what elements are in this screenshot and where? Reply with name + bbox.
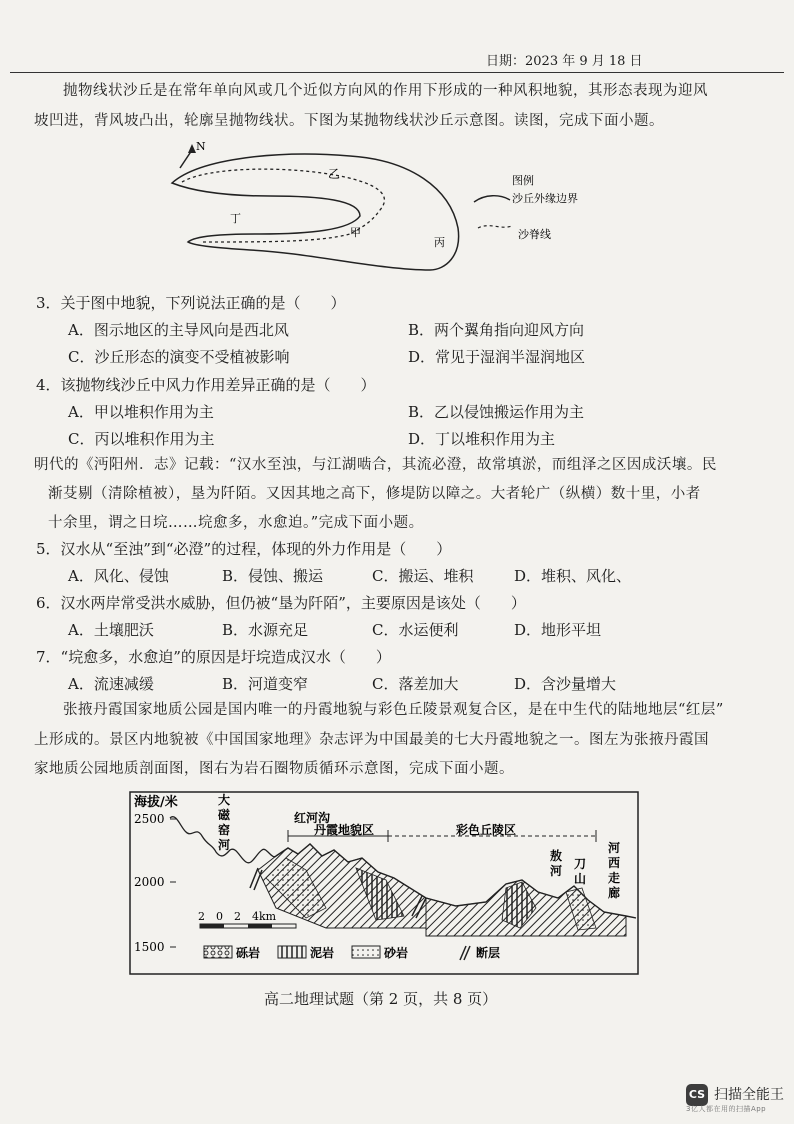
q5-option-a[interactable]: A．风化、侵蚀 — [68, 567, 169, 585]
header-rule — [10, 72, 784, 73]
y-axis-label: 海拔/米 — [134, 795, 178, 810]
q3-option-c[interactable]: C．沙丘形态的演变不受植被影响 — [68, 348, 290, 366]
camscanner-tagline: 3亿人都在用的扫描App — [686, 1105, 767, 1113]
hanshui-intro-line-3: 十余里，谓之日垸……垸愈多，水愈迫。”完成下面小题。 — [48, 515, 424, 531]
danxia-intro-line-2: 上形成的。景区内地貌被《中国国家地理》杂志评为中国最美的七大丹霞地貌之一。图左为张掖丹霞国 — [34, 732, 709, 748]
legend-title: 图例 — [512, 174, 534, 187]
q4-option-d[interactable]: D．丁以堆积作用为主 — [408, 430, 556, 448]
exam-date: 日期：2023 年 9 月 18 日 — [486, 54, 643, 69]
label-daoshan-1: 刀 — [574, 857, 587, 871]
geological-profile-diagram — [126, 788, 644, 980]
map-scale-label: 2 0 2 4km — [198, 910, 277, 923]
question-5-stem: 5．汉水从“至浊”到“必澄”的过程，体现的外力作用是（ ） — [36, 540, 452, 558]
hanshui-intro-line-1: 明代的《沔阳州．志》记载：“汉水至浊，与江湖啮合，其流必澄，故常填淤，而组泽之区因成沃壤。民 — [34, 457, 717, 473]
label-bing: 丙 — [434, 236, 445, 249]
north-arrow — [180, 140, 206, 168]
hanshui-intro-line-2: 渐芟剔（清除植被），垦为阡陌。又因其地之高下，修堤防以障之。大者轮广（纵横）数十里，小者 — [48, 486, 701, 502]
label-aohe-2: 河 — [550, 864, 563, 878]
camscanner-watermark: 扫描全能王 — [714, 1087, 784, 1103]
q5-option-d[interactable]: D．堆积、风化、 — [514, 567, 632, 585]
label-honghegou: 红河沟 — [294, 811, 331, 825]
dune-legend — [474, 173, 578, 241]
q4-option-c[interactable]: C．丙以堆积作用为主 — [68, 430, 215, 448]
profile-legend — [204, 945, 500, 960]
label-hexi-2: 西 — [608, 856, 621, 870]
question-6-stem: 6．汉水两岸常受洪水威胁，但仍被“垦为阡陌”，主要原因是该处（ ） — [36, 594, 526, 612]
q5-option-b[interactable]: B．侵蚀、搬运 — [222, 567, 324, 585]
danxia-intro-line-3: 家地质公园地质剖面图，图右为岩石圈物质循环示意图，完成下面小题。 — [34, 761, 514, 777]
legend-conglomerate: 砾岩 — [236, 946, 261, 960]
label-hexi-3: 走 — [608, 871, 621, 885]
q6-option-c[interactable]: C．水运便利 — [372, 621, 459, 639]
question-3-stem: 3．关于图中地貌，下列说法正确的是（ ） — [36, 294, 346, 312]
q4-option-a[interactable]: A．甲以堆积作用为主 — [68, 403, 214, 421]
dune-intro-line-2: 坡凹进，背风坡凸出，轮廓呈抛物线状。下图为某抛物线状沙丘示意图。读图，完成下面小题。 — [34, 113, 664, 129]
dune-outer-edge — [172, 154, 459, 270]
label-hexi-4: 廊 — [608, 886, 621, 900]
q7-option-b[interactable]: B．河道变窄 — [222, 675, 309, 693]
label-daoshan-2: 山 — [574, 872, 587, 886]
label-hexi-1: 河 — [608, 841, 621, 855]
dune-intro-line-1: 抛物线状沙丘是在常年单向风或几个近似方向风的作用下形成的一种风积地貌，其形态表现为迎风 — [63, 83, 708, 99]
q7-option-d[interactable]: D．含沙量增大 — [514, 675, 617, 693]
q5-option-c[interactable]: C．搬运、堆积 — [372, 567, 474, 585]
label-ding: 丁 — [230, 212, 241, 225]
legend-ridge-label: 沙脊线 — [518, 228, 551, 241]
label-danxia-zone: 丹霞地貌区 — [314, 823, 375, 837]
question-4-stem: 4．该抛物线沙丘中风力作用差异正确的是（ ） — [36, 376, 376, 394]
danxia-intro-line-1: 张掖丹霞国家地质公园是国内唯一的丹霞地貌与彩色丘陵景观复合区，是在中生代的陆地地层“红层” — [63, 702, 724, 718]
q3-option-b[interactable]: B．两个翼角指向迎风方向 — [408, 321, 585, 339]
tick-1500: 1500 — [134, 940, 165, 954]
label-caise-zone: 彩色丘陵区 — [456, 823, 517, 837]
q6-option-b[interactable]: B．水源充足 — [222, 621, 309, 639]
legend-sandstone: 砂岩 — [384, 946, 409, 960]
legend-mudstone: 泥岩 — [310, 946, 335, 960]
north-label: N — [196, 140, 206, 153]
label-jia: 甲 — [350, 226, 361, 239]
parabolic-dune-map — [160, 138, 610, 278]
tick-2000: 2000 — [134, 875, 165, 889]
q6-option-a[interactable]: A．土壤肥沃 — [68, 621, 154, 639]
legend-edge-label: 沙丘外缘边界 — [512, 192, 578, 205]
page-footer-caption: 高二地理试题（第 2 页，共 8 页） — [264, 990, 498, 1008]
legend-fault: 断层 — [476, 946, 501, 960]
label-aohe-1: 敖 — [550, 849, 563, 863]
label-dacigou-3: 窑 — [218, 823, 231, 837]
label-dacigou-2: 磁 — [218, 808, 231, 822]
label-dacigou-4: 河 — [218, 838, 231, 852]
camscanner-logo-icon: CS — [686, 1084, 708, 1106]
question-7-stem: 7．“垸愈多，水愈迫”的原因是圩垸造成汉水（ ） — [36, 648, 391, 666]
tick-2500: 2500 — [134, 812, 165, 826]
q3-option-d[interactable]: D．常见于湿润半湿润地区 — [408, 348, 586, 366]
q6-option-d[interactable]: D．地形平坦 — [514, 621, 602, 639]
q3-option-a[interactable]: A．图示地区的主导风向是西北风 — [68, 321, 289, 339]
q7-option-a[interactable]: A．流速减缓 — [68, 675, 154, 693]
label-yi: 乙 — [328, 167, 341, 181]
q7-option-c[interactable]: C．落差加大 — [372, 675, 459, 693]
q4-option-b[interactable]: B．乙以侵蚀搬运作用为主 — [408, 403, 585, 421]
label-dacigou-1: 大 — [218, 793, 231, 807]
